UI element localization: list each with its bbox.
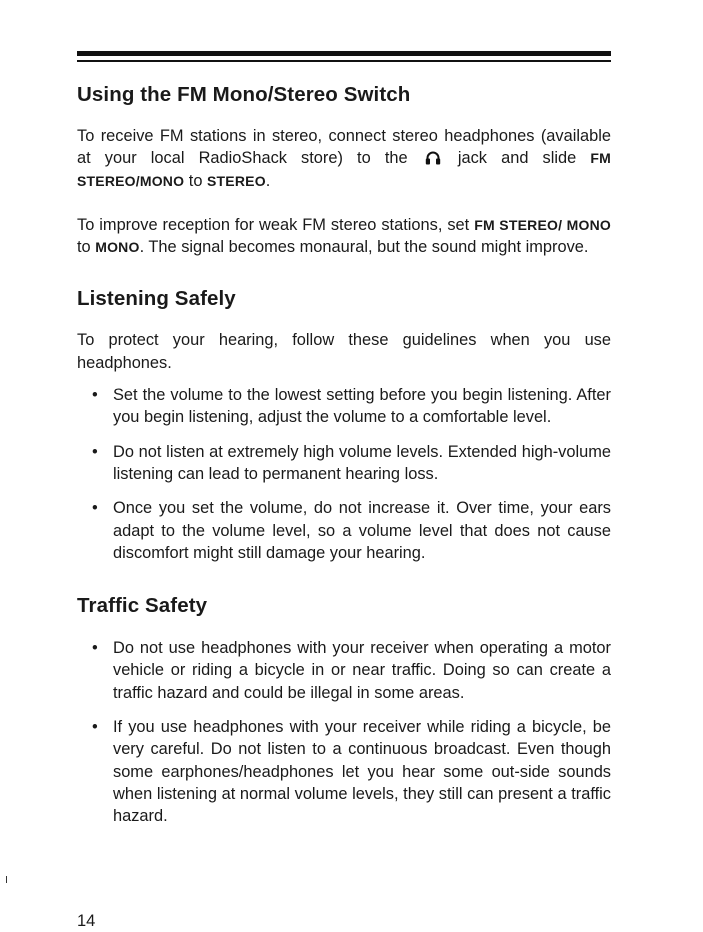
list-item-text: If you use headphones with your receiver while riding a bicycle, be very careful. Do not listen to a continuous broadcast. Even though some earphones/headphones let you hear some out-side sounds when listening at normal volume levels, they still can present a traffic hazard. [113,718,611,826]
list-item [77,716,611,827]
headphones-icon [425,150,441,165]
list-listening-guidelines [77,384,611,564]
bullet-icon: • [92,639,98,658]
bullet-icon: • [92,718,98,737]
text-fragment: to [188,171,203,190]
list-item-text: Once you set the volume, do not increase it. Over time, your ears adapt to the volume level, so a volume level that does not cause discomfort might still damage your hearing. [113,499,611,562]
list-item-text: Do not listen at extremely high volume levels. Extended high-volume listening can lead to permanent hearing loss. [113,442,611,483]
bullet-icon: • [92,386,98,405]
text-fragment: to [77,238,91,257]
text-fragment: To improve reception for weak FM stereo stations, set [77,215,470,234]
list-item-text: Set the volume to the lowest setting before you begin listening. After you begin listening, adjust the volume to a comfortable level. [113,386,611,427]
paragraph-hearing-intro: To protect your hearing, follow these guidelines when you use headphones. [77,331,611,372]
text-fragment: . [265,171,271,190]
header-rule-thick [77,51,611,56]
switch-label: FM STEREO/MONO [77,150,611,189]
header-rule-thin [77,60,611,62]
heading-fm-mono-stereo: Using the FM Mono/Stereo Switch [77,83,411,106]
page-content [77,51,611,828]
list-item [77,384,611,429]
switch-label: FM STEREO/ MONO [474,216,612,233]
margin-mark [6,876,7,883]
text-fragment: To receive FM stations in stereo, connect stereo headphones (available at your local RadioShack store) to the [77,127,611,168]
list-item-text: Do not use headphones with your receiver when operating a motor vehicle or riding a bicycle in or near traffic. Doing so can create a traffic hazard and could be illegal in some areas. [113,639,611,702]
bullet-icon: • [92,499,98,518]
list-item [77,637,611,704]
heading-traffic-safety: Traffic Safety [77,594,208,618]
paragraph-fm-stereo [77,125,611,192]
list-traffic-guidelines [77,637,611,827]
list-item [77,441,611,486]
switch-position: MONO [95,239,140,256]
page-number: 14 [77,912,96,930]
list-item [77,497,611,564]
heading-listening-safely: Listening Safely [77,287,236,311]
switch-position: STEREO [207,172,266,189]
text-fragment: jack and slide [457,149,577,168]
bullet-icon: • [92,442,98,461]
text-fragment: . The signal becomes monaural, but the sound might improve. [139,238,589,257]
paragraph-fm-mono [77,214,611,259]
